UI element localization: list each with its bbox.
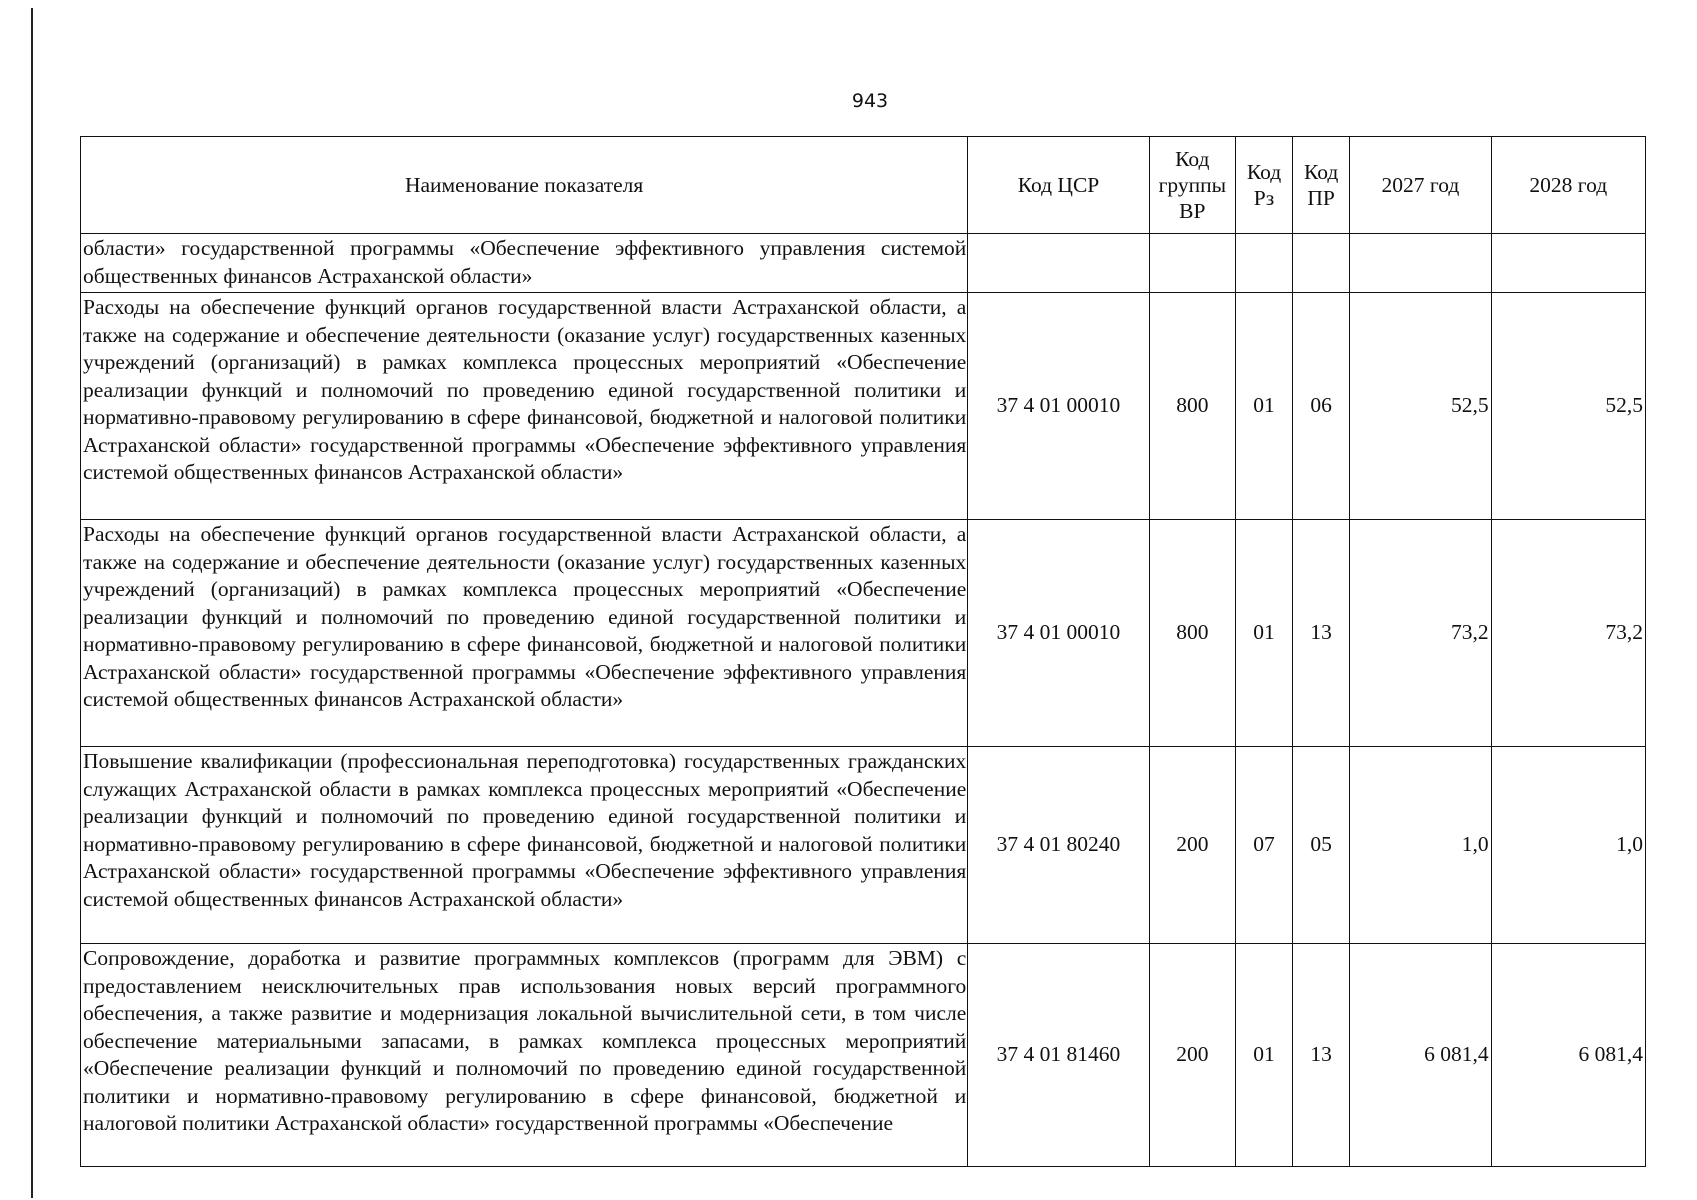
cell-pr: 13 [1293, 944, 1350, 1167]
cell-name: Повышение квалификации (профессиональная переподготовка) государственных гражданских служащих Астраханской области в рамках комплекса процессных мероприятий «Обеспечение реализации функций и полномочий по проведению единой государственной политики и нормативно-правовому регулированию в сфере финансовой, бюджетной и налоговой политики Астраханской области» государственной программы «Обеспечение эффективного управления системой общественных финансов Астраханской области» [81, 747, 968, 944]
header-name: Наименование показателя [81, 137, 968, 234]
cell-2027: 73,2 [1350, 520, 1491, 747]
table-row [81, 520, 1646, 747]
header-2027: 2027 год [1350, 137, 1491, 234]
table-row [81, 747, 1646, 944]
cell-rz: 01 [1235, 944, 1292, 1167]
cell-rz: 07 [1235, 747, 1292, 944]
header-rz: Код Рз [1235, 137, 1292, 234]
cell-vr: 200 [1149, 944, 1235, 1167]
cell-csr: 37 4 01 80240 [968, 747, 1149, 944]
cell-csr: 37 4 01 00010 [968, 293, 1149, 520]
cell-2028: 1,0 [1491, 747, 1645, 944]
cell-rz: 01 [1235, 293, 1292, 520]
header-vr: Код группы ВР [1149, 137, 1235, 234]
cell-2027: 52,5 [1350, 293, 1491, 520]
cell-rz: 01 [1235, 520, 1292, 747]
cell-name: Расходы на обеспечение функций органов государственной власти Астраханской области, а также на содержание и обеспечение деятельности (оказание услуг) государственных казенных учреждений (организаций) в рамках комплекса процессных мероприятий «Обеспечение реализации функций и полномочий по проведению единой государственной политики и нормативно-правовому регулированию в сфере финансовой, бюджетной и налоговой политики Астраханской области» государственной программы «Обеспечение эффективного управления системой общественных финансов Астраханской области» [81, 520, 968, 747]
cell-csr: 37 4 01 00010 [968, 520, 1149, 747]
cell-2027: 6 081,4 [1350, 944, 1491, 1167]
left-margin-line [31, 8, 33, 1198]
cell-rz [1235, 234, 1292, 293]
cell-csr: 37 4 01 81460 [968, 944, 1149, 1167]
cell-2028: 73,2 [1491, 520, 1645, 747]
table-row [81, 293, 1646, 520]
table-row [81, 944, 1646, 1167]
cell-pr [1293, 234, 1350, 293]
cell-2027: 1,0 [1350, 747, 1491, 944]
cell-2027 [1350, 234, 1491, 293]
budget-table [80, 136, 1646, 1167]
cell-vr: 800 [1149, 293, 1235, 520]
header-2028: 2028 год [1491, 137, 1645, 234]
header-csr: Код ЦСР [968, 137, 1149, 234]
cell-2028: 6 081,4 [1491, 944, 1645, 1167]
cell-name: Сопровождение, доработка и развитие программных комплексов (программ для ЭВМ) с предоставлением неисключительных прав использования новых версий программного обеспечения, а также развитие и модернизация локальной вычислительной сети, в том числе обеспечение материальными запасами, в рамках комплекса процессных мероприятий «Обеспечение реализации функций и полномочий по проведению единой государственной политики и нормативно-правовому регулированию в сфере финансовой, бюджетной и налоговой политики Астраханской области» государственной программы «Обеспечение [81, 944, 968, 1167]
cell-pr: 13 [1293, 520, 1350, 747]
cell-vr [1149, 234, 1235, 293]
cell-csr [968, 234, 1149, 293]
table-header-row [81, 137, 1646, 234]
table-row [81, 234, 1646, 293]
cell-vr: 800 [1149, 520, 1235, 747]
cell-vr: 200 [1149, 747, 1235, 944]
cell-name: Расходы на обеспечение функций органов государственной власти Астраханской области, а также на содержание и обеспечение деятельности (оказание услуг) государственных казенных учреждений (организаций) в рамках комплекса процессных мероприятий «Обеспечение реализации функций и полномочий по проведению единой государственной политики и нормативно-правовому регулированию в сфере финансовой, бюджетной и налоговой политики Астраханской области» государственной программы «Обеспечение эффективного управления системой общественных финансов Астраханской области» [81, 293, 968, 520]
cell-2028 [1491, 234, 1645, 293]
cell-name: области» государственной программы «Обеспечение эффективного управления системой общественных финансов Астраханской области» [81, 234, 968, 293]
cell-pr: 05 [1293, 747, 1350, 944]
cell-2028: 52,5 [1491, 293, 1645, 520]
header-pr: Код ПР [1293, 137, 1350, 234]
cell-pr: 06 [1293, 293, 1350, 520]
page-number: 943 [851, 90, 889, 112]
